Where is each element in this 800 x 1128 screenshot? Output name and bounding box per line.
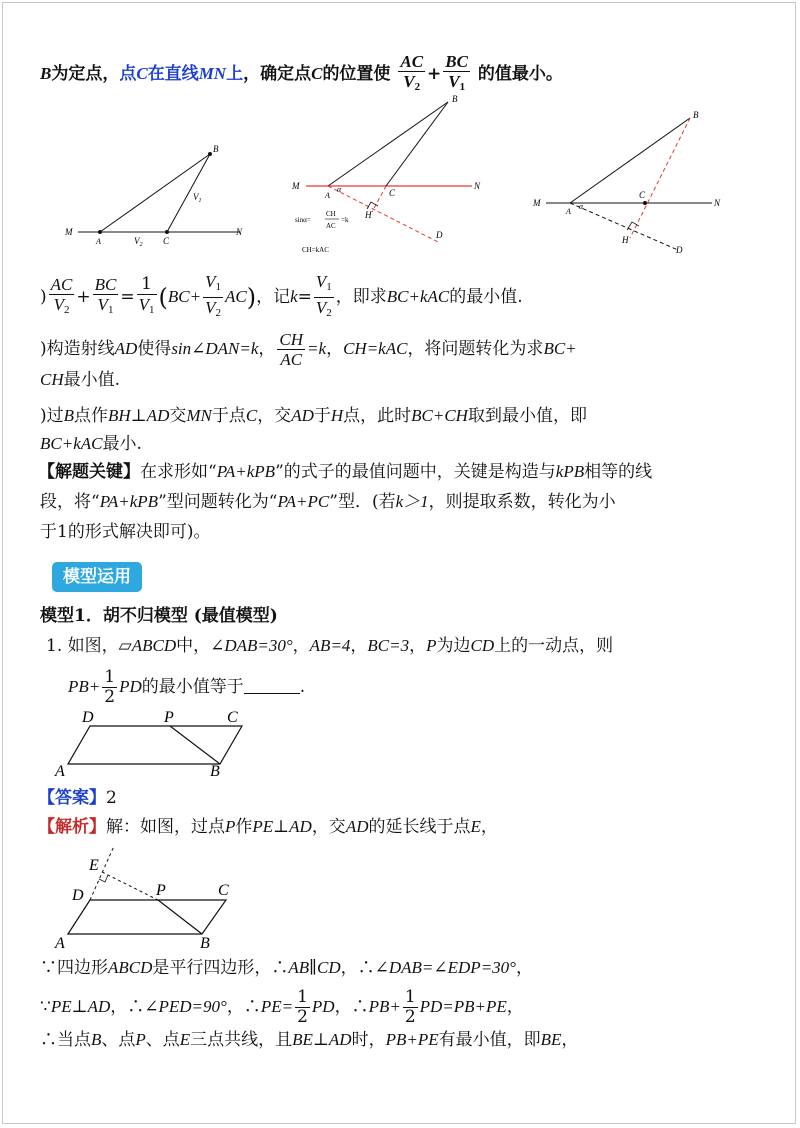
label-m: M xyxy=(533,198,541,208)
fraction: $\frac{V_1}{V_2}$ xyxy=(205,272,221,319)
step-3-line-2: BC+kAC最小. xyxy=(40,434,142,454)
key-line-3: 于1的形式解决即可)。 xyxy=(40,522,211,542)
label-m: M xyxy=(292,181,300,191)
label-h: H xyxy=(365,210,372,220)
label-d: D xyxy=(82,709,94,726)
label-m: M xyxy=(65,227,73,237)
section-badge: 模型运用 xyxy=(52,562,142,592)
label-b: B xyxy=(693,110,699,120)
key-line-1: 【解题关键】在求形如“PA+kPB”的式子的最值问题中，关键是构造与kPB相等的线 xyxy=(38,462,653,482)
label-c: C xyxy=(218,882,229,899)
label-d: D xyxy=(436,230,443,240)
answer-blank[interactable] xyxy=(244,677,300,694)
intro-point-b: B xyxy=(40,64,52,83)
figure-4 xyxy=(52,708,252,780)
step-1: ) $\frac{AC}{V_2}$ + $\frac{BC}{V_1}$ = $\frac{1}{V_1}$ (BC+ $\frac{V_1}{V_2}$ AC)，记k= $\frac{V_1}{V_2}$ ，即求BC+kAC的最小值. xyxy=(40,272,523,323)
sin-den: AC xyxy=(326,222,336,230)
intro-text: 在直线 xyxy=(147,64,199,84)
label-b: B xyxy=(452,94,458,104)
question-1-line-1: 1. 如图，▱ABCD中，∠DAB=30°，AB=4，BC=3，P为边CD上的一动点，则 xyxy=(46,636,614,656)
step-2-line-1: )构造射线AD使得sin∠DAN=k， $\frac{CH}{AC}$ =k，CH=kAC，将问题转化为求BC+ xyxy=(40,330,577,369)
label-n: N xyxy=(714,198,721,208)
intro-text: 为定点， xyxy=(51,64,120,84)
sin-label: sinα= xyxy=(295,216,311,224)
key-line-2: 段，将“PA+kPB”型问题转化为“PA+PC”型．(若k＞1，则提取系数，转化为小 xyxy=(40,492,616,512)
fraction: $\frac{AC}{V_2}$ xyxy=(400,52,424,93)
label-n: N xyxy=(236,227,243,237)
analysis-label: 【解析】 xyxy=(38,817,106,837)
step-3-line-1: )过B点作BH⊥AD交MN于点C，交AD于H点，此时BC+CH取到最小值，即 xyxy=(40,406,587,426)
sin-eq: =k xyxy=(341,216,349,224)
intro-text: 上 xyxy=(226,64,244,84)
figure-2 xyxy=(290,92,490,262)
label-alpha: α xyxy=(337,185,342,194)
fraction: $\frac{AC}{V_2}$ xyxy=(50,275,73,316)
answer-line xyxy=(38,786,117,810)
label-a: A xyxy=(96,237,101,246)
label-c: C xyxy=(163,236,170,246)
intro-line-mn: MN xyxy=(198,64,227,83)
solution-line-2: ∵PE⊥AD，∴∠PED=90°，∴PE= $\frac{1}{2}$ PD，∴PB+ $\frac{1}{2}$ PD=PB+PE， xyxy=(40,987,524,1027)
fraction: $\frac{1}{2}$ xyxy=(404,987,416,1027)
label-c: C xyxy=(389,188,396,198)
intro-line xyxy=(40,52,563,97)
label-alpha: α xyxy=(579,202,584,211)
label-b: B xyxy=(200,935,210,952)
label-h: H xyxy=(622,235,629,245)
intro-text: ，确定点 xyxy=(243,64,312,84)
label-v2: $V_2$ xyxy=(134,236,143,248)
figure-5 xyxy=(52,844,252,952)
fraction: $\frac{BC}{V_1}$ xyxy=(94,275,117,316)
label-d: D xyxy=(72,887,84,904)
model-title: 模型1．胡不归模型 (最值模型) xyxy=(40,606,278,626)
label-a: A xyxy=(325,191,330,200)
question-1-line-2: PB+ $\frac{1}{2}$ PD的最小值等于 . xyxy=(68,667,306,707)
intro-point-c: C xyxy=(136,64,148,83)
label-c: C xyxy=(227,709,238,726)
label-a: A xyxy=(55,763,65,780)
answer-value: 2 xyxy=(106,788,117,808)
fraction: $\frac{BC}{V_1}$ xyxy=(445,52,468,93)
fraction: $\frac{1}{2}$ xyxy=(297,987,308,1027)
figure-1 xyxy=(60,140,260,250)
label-a: A xyxy=(566,207,571,216)
ch-eq: CH=kAC xyxy=(302,246,329,254)
plus-sign: + xyxy=(427,64,442,84)
label-c: C xyxy=(639,190,646,200)
label-b: B xyxy=(213,144,219,154)
answer-label: 【答案】 xyxy=(38,788,106,808)
key-label: 【解题关键】 xyxy=(38,462,140,482)
intro-point-c: C xyxy=(311,64,323,83)
fraction: $\frac{CH}{AC}$ xyxy=(279,330,304,369)
solution-line-3: ∴当点B、点P、点E三点共线，且BE⊥AD时，PB+PE有最小值，即BE， xyxy=(40,1030,579,1050)
intro-text: 点 xyxy=(119,64,137,84)
fraction: $\frac{1}{2}$ xyxy=(104,667,116,707)
sin-num: CH xyxy=(326,210,336,218)
analysis-line: 【解析】解：如图，过点P作PE⊥AD，交AD的延长线于点E， xyxy=(38,817,498,837)
fraction: $\frac{V_1}{V_2}$ xyxy=(315,272,332,319)
label-d: D xyxy=(676,245,683,255)
label-e: E xyxy=(89,857,99,874)
intro-text: 的值最小。 xyxy=(477,64,563,84)
step-2-line-2: CH最小值. xyxy=(40,370,121,390)
label-n: N xyxy=(474,181,481,191)
label-a: A xyxy=(55,935,65,952)
label-p: P xyxy=(156,882,166,899)
label-b: B xyxy=(210,763,220,780)
label-p: P xyxy=(164,709,174,726)
fraction: $\frac{1}{V_1}$ xyxy=(138,274,155,316)
figure-3 xyxy=(530,108,730,258)
intro-text: 的位置使 xyxy=(322,64,391,84)
label-v1: $V_1$ xyxy=(193,192,202,204)
solution-line-1: ∵四边形ABCD是平行四边形，∴AB∥CD，∴∠DAB=∠EDP=30°， xyxy=(40,958,533,978)
